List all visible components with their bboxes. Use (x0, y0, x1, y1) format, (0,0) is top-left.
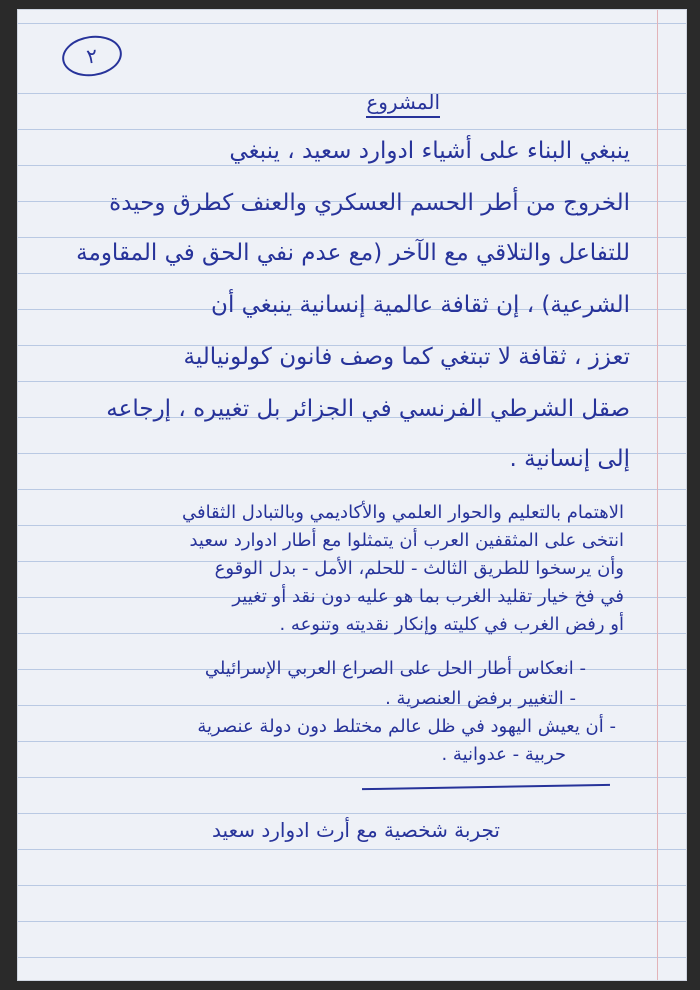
notebook-page (18, 10, 686, 980)
paragraph2-line: أو رفض الغرب في كليته وإنكار نقديته وتنوعه . (279, 614, 624, 635)
paragraph1-line: تعزز ، ثقافة لا تبتغي كما وصف فانون كولونيالية (183, 344, 630, 370)
bullet-item: - أن يعيش اليهود في ظل عالم مختلط دون دولة عنصرية (197, 716, 616, 737)
page-number-circle: ٢ (60, 32, 125, 80)
paragraph2-line: في فخ خيار تقليد الغرب بما هو عليه دون نقد أو تغيير (232, 586, 624, 607)
margin-line (657, 10, 658, 980)
paragraph2-line: الاهتمام بالتعليم والحوار العلمي والأكاديمي وبالتبادل الثقافي (181, 502, 624, 523)
bullet-item: - انعكاس أطار الحل على الصراع العربي الإسرائيلي (204, 658, 586, 679)
paragraph2-line: انتخى على المثقفين العرب أن يتمثلوا مع أطار ادوارد سعيد (189, 530, 624, 551)
page-title: المشروع (366, 90, 440, 118)
bullet-item: - التغيير برفض العنصرية . (385, 688, 576, 709)
bullet-item: حربية - عدوانية . (441, 744, 566, 765)
paragraph1-line: إلى إنسانية . (509, 446, 630, 472)
paragraph1-line: صقل الشرطي الفرنسي في الجزائر بل تغييره ، إرجاعه (106, 396, 630, 422)
paragraph1-line: ينبغي البناء على أشياء ادوارد سعيد ، ينبغي (229, 138, 630, 164)
paragraph1-line: للتفاعل والتلاقي مع الآخر (مع عدم نفي الحق في المقاومة (76, 240, 630, 266)
paragraph2-line: وأن يرسخوا للطريق الثالث - للحلم، الأمل - بدل الوقوع (214, 558, 624, 579)
paragraph1-line: الخروج من أطر الحسم العسكري والعنف كطرق وحيدة (109, 190, 630, 216)
section-divider (362, 784, 610, 790)
paragraph1-line: الشرعية) ، إن ثقافة عالمية إنسانية ينبغي أن (211, 292, 630, 318)
closing-line: تجربة شخصية مع أرث ادوارد سعيد (212, 818, 500, 842)
